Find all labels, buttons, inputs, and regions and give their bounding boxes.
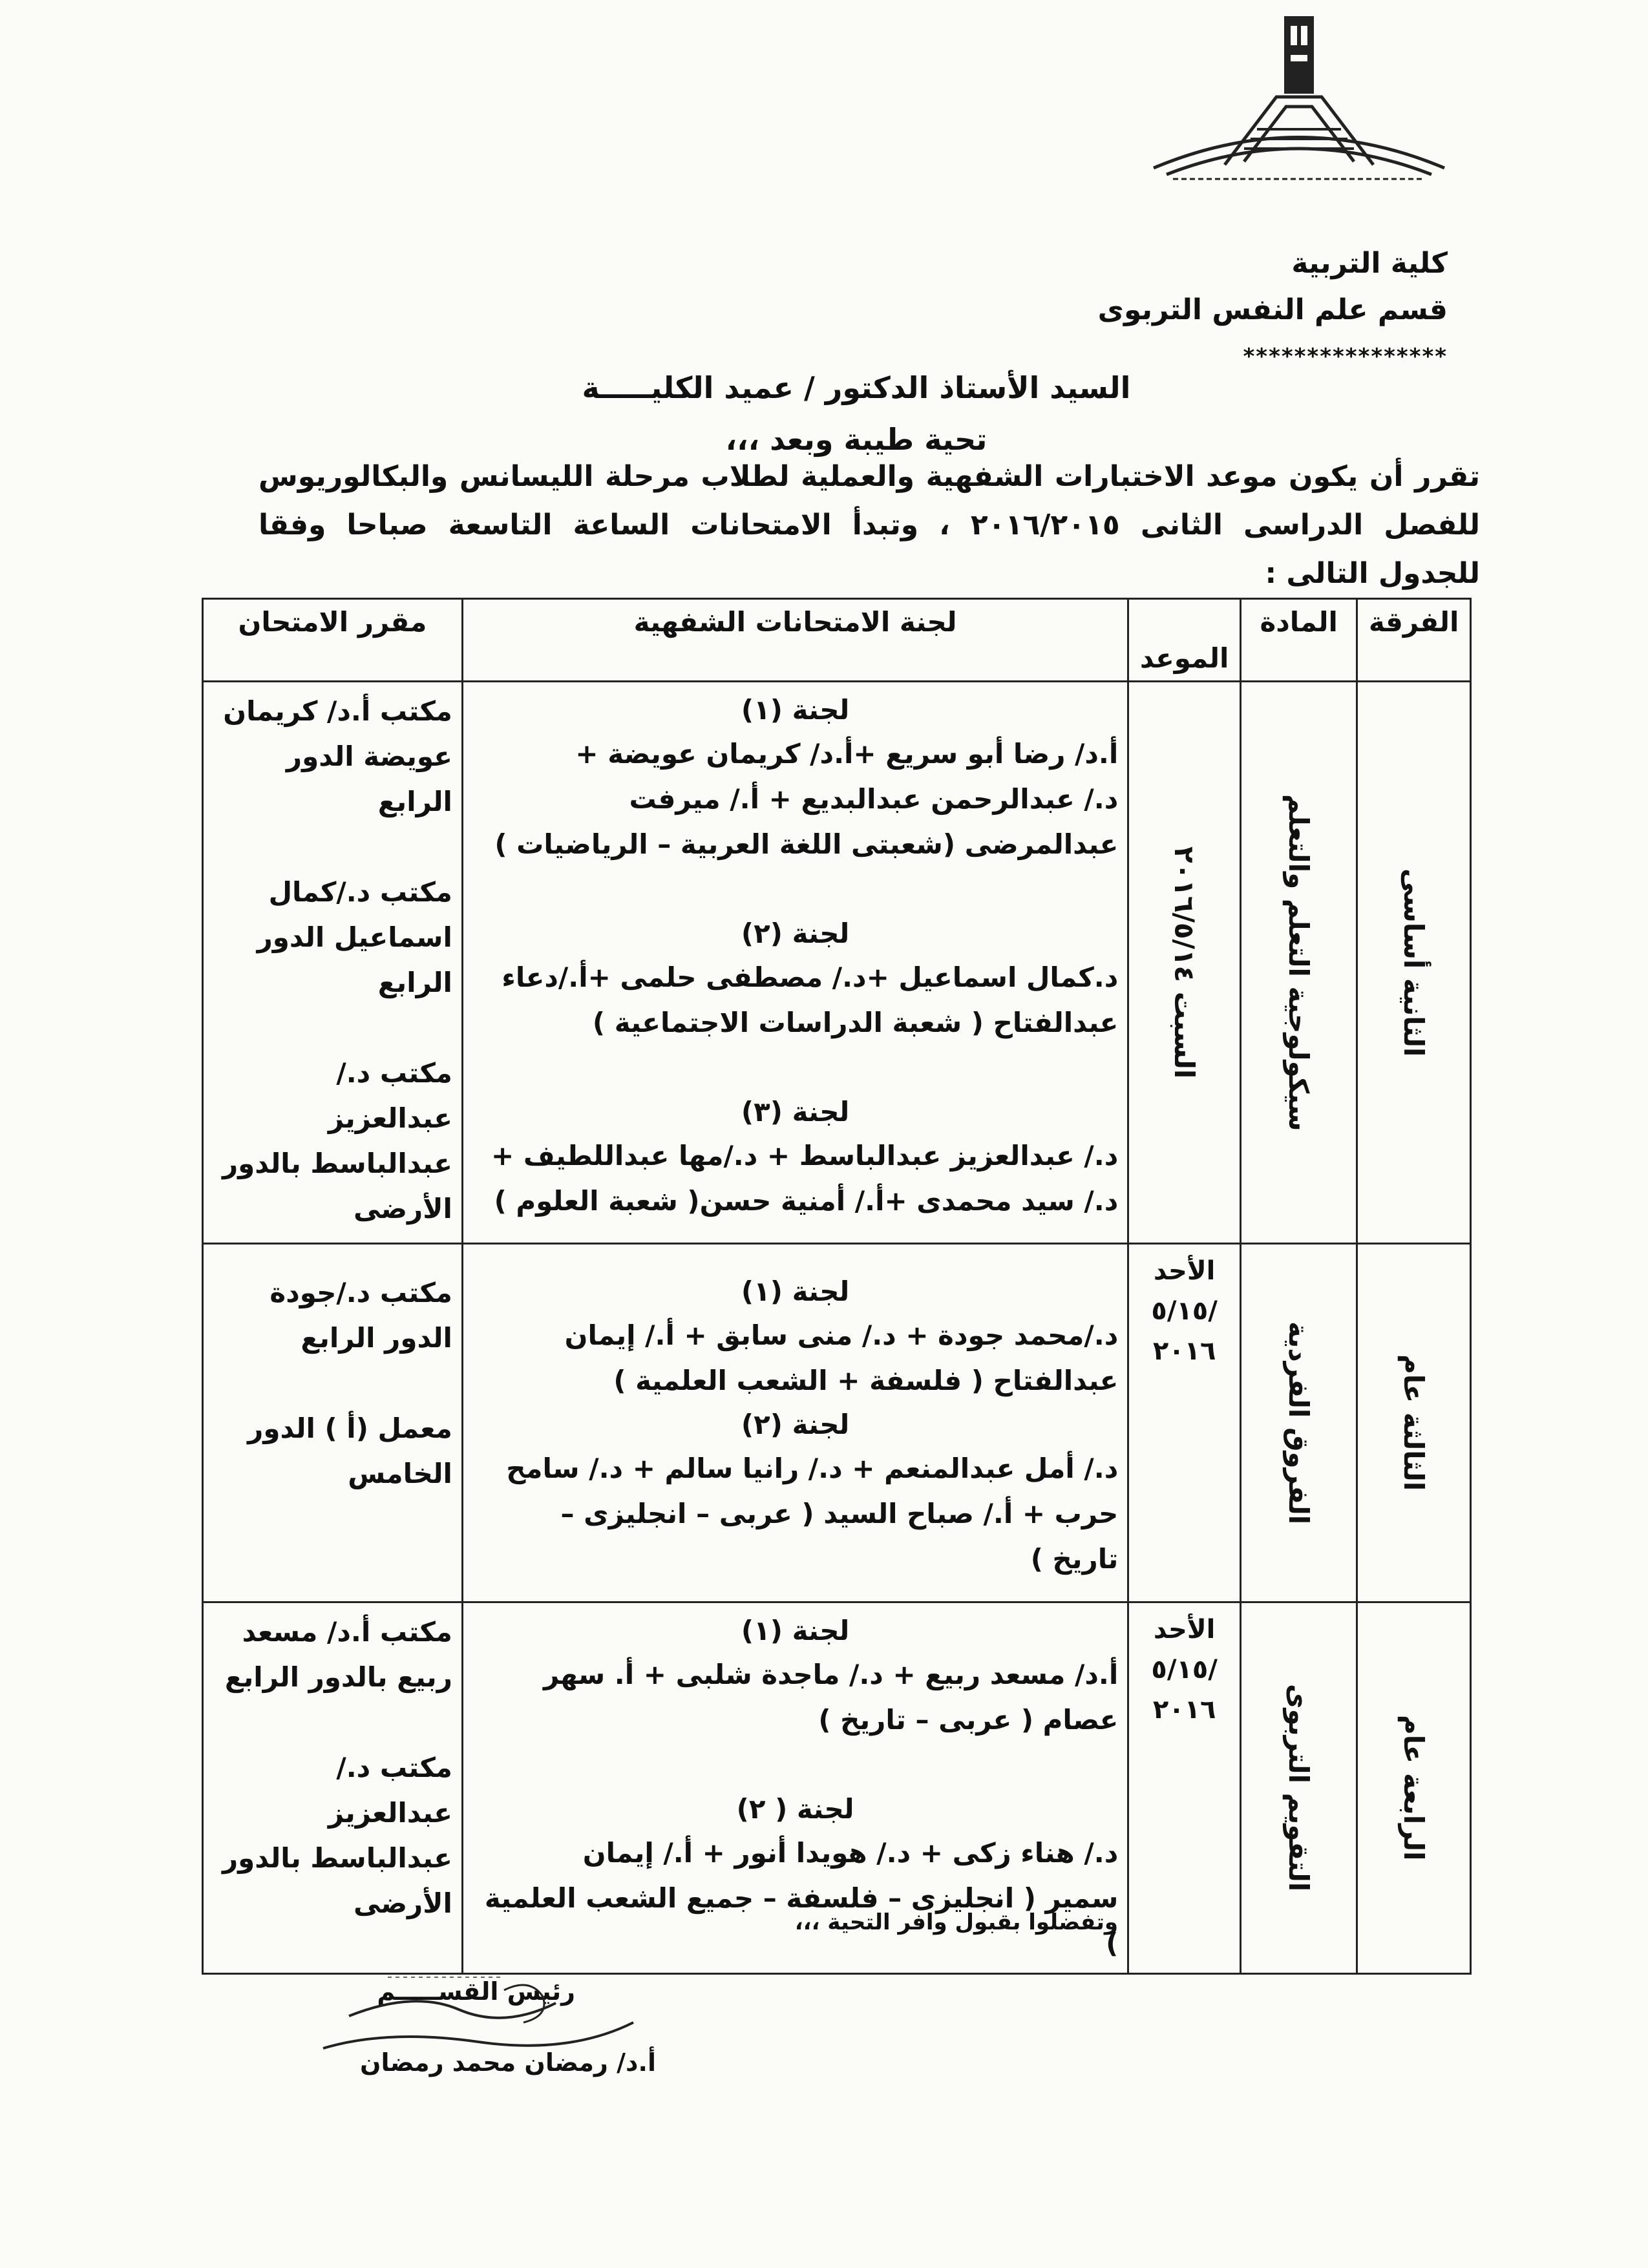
date-line: /٥/١٥ [1151,1296,1218,1326]
date-line: ٢٠١٦ [1152,1695,1216,1725]
greeting-block [259,362,1454,465]
department-name: قسم علم النفس التربوى [1097,293,1448,326]
location-line: ربيع بالدور الرابع [224,1661,452,1693]
division-cell [1357,682,1471,1244]
committee-cell [462,1244,1128,1602]
committee-line: عبدالفتاح ( شعبة الدراسات الاجتماعية ) [592,1007,1119,1038]
committee-line: د./ عبدالرحمن عبدالبديع + أ./ ميرفت [629,783,1119,815]
committee-line: د./ أمل عبدالمنعم + د./ رانيا سالم + د./ سامح [506,1453,1119,1484]
location-item [213,1051,452,1232]
committee-line: حرب + أ./ صباح السيد ( عربى – انجليزى – [560,1498,1119,1529]
division-text: الثالثة عام [1398,1354,1430,1491]
salutation-line: تحية طيبة وبعد ،،، [725,422,988,457]
location-item [213,1610,452,1700]
addressee-line: السيد الأستاذ الدكتور / عميد الكليـــــة [582,370,1131,405]
committee-block [472,1788,1118,1966]
location-line: عبدالباسط بالدور [222,1148,452,1179]
date-line: الأحد [1153,1615,1216,1644]
location-line: مكتب أ.د/ كريمان [223,695,452,727]
location-line: مكتب د./جودة [269,1277,452,1308]
committee-line: د./ هناء زكى + د./ هويدا أنور + أ./ إيمان [582,1837,1119,1869]
location-item [213,1270,452,1361]
date-cell [1128,682,1241,1244]
location-line: معمل (أ ) الدور [248,1412,452,1444]
location-line: الأرضى [353,1193,452,1224]
location-line: عبدالباسط بالدور [222,1842,452,1874]
location-line: الرابع [377,786,452,817]
committee-block [472,1610,1118,1743]
table-header-row [203,599,1471,682]
date-text: السبت ٢٠١٦/٥/١٤ [1168,846,1201,1079]
header-date: الموعد [1128,599,1241,682]
header-division: الفرقة [1357,599,1471,682]
date-cell [1128,1602,1241,1974]
location-item [213,1406,452,1496]
committee-title: لجنة (٣) [741,1096,850,1128]
committee-line: عبدالمرضى (شعبتى اللغة العربية – الرياضيات ) [494,828,1119,860]
subject-cell [1241,682,1357,1244]
closing-line: وتفضلوا بقبول وافر التحية ،،، [794,1909,1118,1935]
table-row [203,1244,1471,1602]
division-cell [1357,1602,1471,1974]
subject-cell [1241,1244,1357,1602]
committee-line: أ.د/ رضا أبو سريع +أ.د/ كريمان عويضة + [575,738,1119,770]
committee-block [472,1403,1118,1582]
location-line: الخامس [348,1458,452,1489]
committee-title: لجنة (١) [741,1615,850,1646]
date-line: /٥/١٥ [1151,1655,1218,1685]
signature-title: رئيس القســـــم [377,1977,575,2006]
location-cell [203,1244,463,1602]
committee-line: د./ عبدالعزيز عبدالباسط + د./مها عبداللطيف + [491,1140,1119,1171]
committee-line: عبدالفتاح ( فلسفة + الشعب العلمية ) [613,1365,1119,1396]
location-cell [203,682,463,1244]
committee-block [472,1091,1118,1224]
committee-title: لجنة (١) [741,694,850,726]
location-line: الأرضى [353,1887,452,1919]
committee-line: عصام ( عربى – تاريخ ) [818,1704,1119,1736]
committee-title: لجنة (٢) [741,1409,850,1440]
committee-title: لجنة ( ٢) [736,1793,854,1825]
location-line: عبدالعزيز [328,1102,452,1134]
location-item [213,1745,452,1926]
committee-title: لجنة (١) [741,1276,850,1307]
faculty-header [1098,240,1448,380]
committee-line: د./ سيد محمدى +أ./ أمنية حسن( شعبة العلوم ) [494,1185,1119,1217]
subject-text: سيكولوجية التعلم والتعلم [1283,793,1315,1131]
location-line: مكتب د./عبدالعزيز [328,1752,452,1829]
location-item [213,870,452,1005]
exam-schedule-table [202,598,1472,1975]
location-line: مكتب أ.د/ مسعد [242,1616,452,1648]
date-line: الأحد [1153,1256,1216,1286]
intro-paragraph: تقرر أن يكون موعد الاختبارات الشفهية والعملية لطلاب مرحلة الليسانس والبكالوريوس للفصل الدراسى الثانى ٢٠١٦/٢٠١٥ ، وتبدأ الامتحانات الساعة التاسعة صباحا وفقا للجدول التالى : [259,460,1480,590]
stars-divider: **************** [1243,344,1448,370]
header-committee: لجنة الامتحانات الشفهية [462,599,1128,682]
committee-block [472,912,1118,1045]
location-line: الدور الرابع [301,1322,452,1354]
committee-line: د./محمد جودة + د./ منى سابق + أ./ إيمان [564,1319,1119,1351]
division-cell [1357,1244,1471,1602]
header-subject: المادة [1241,599,1357,682]
location-line: مكتب د./كمال [268,876,452,908]
division-text: الثانية أساسى [1398,868,1430,1057]
header-location: مقرر الامتحان [203,599,463,682]
signatory-name: أ.د/ رمضان محمد رمضان [360,2048,656,2077]
date-cell [1128,1244,1241,1602]
committee-line: د.كمال اسماعيل +د./ مصطفى حلمى +أ./دعاء [502,961,1119,993]
university-logo-icon [1147,10,1451,191]
faculty-name: كلية التربية [1291,247,1448,280]
location-item [213,689,452,824]
committee-line: تاريخ ) [1030,1543,1119,1575]
division-text: الرابعة عام [1398,1715,1430,1861]
committee-title: لجنة (٢) [741,918,850,949]
date-line: ٢٠١٦ [1152,1336,1216,1366]
committee-cell [462,682,1128,1244]
committee-block [472,1270,1118,1403]
location-line: الرابع [377,967,452,998]
location-line: مكتب د./ [336,1057,452,1089]
committee-line: أ.د/ مسعد ربيع + د./ ماجدة شلبى + أ. سهر [544,1659,1119,1690]
committee-block [472,689,1118,867]
subject-text: الفروق الفردية [1283,1321,1315,1525]
location-line: عويضة الدور [286,740,452,772]
subject-text: التقويم التربوى [1283,1684,1315,1892]
committee-line: سمير ( انجليزى – فلسفة – جميع الشعب العلمية ) [484,1882,1119,1959]
table-row [203,682,1471,1244]
location-line: اسماعيل الدور [257,921,452,953]
subject-cell [1241,1602,1357,1974]
